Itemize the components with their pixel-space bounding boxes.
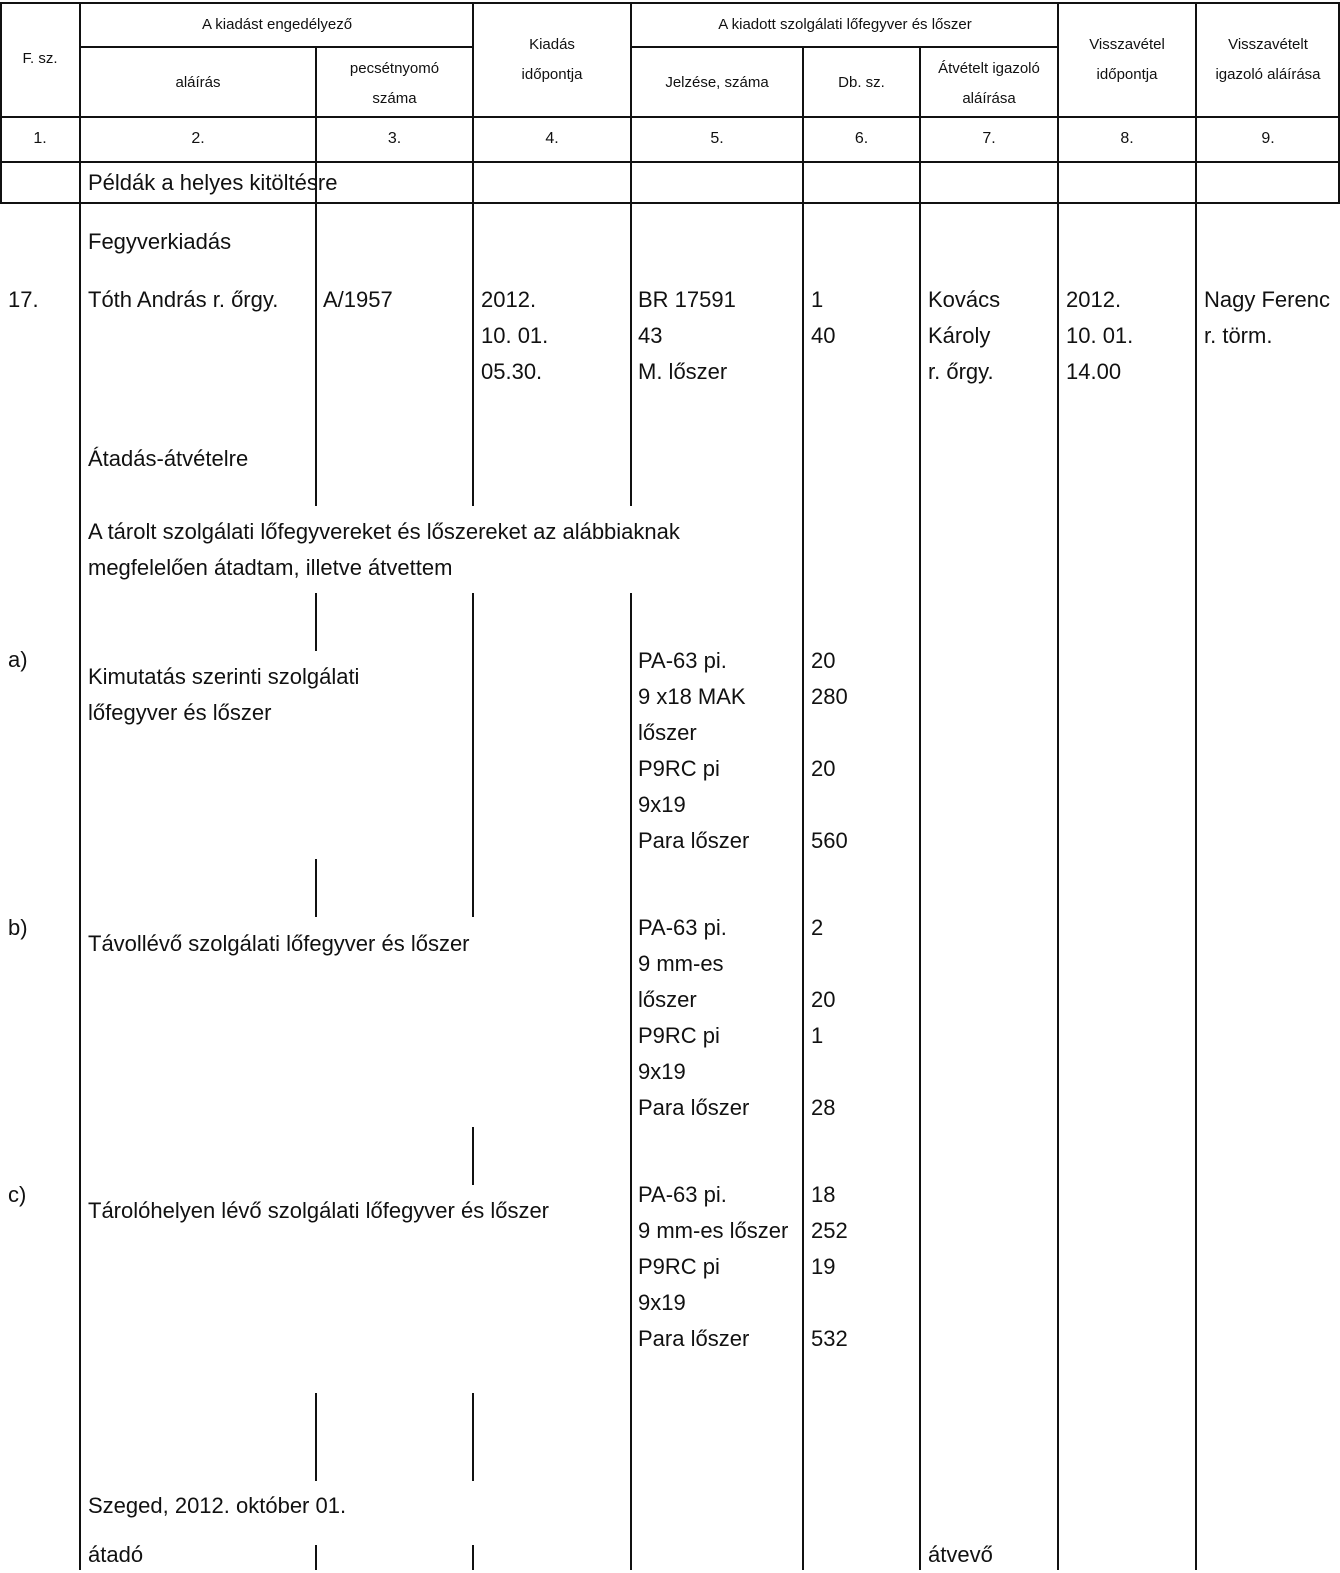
- column-number: 5.: [710, 130, 724, 147]
- row-number: 17.: [8, 287, 39, 312]
- item-count: 1 40: [811, 287, 836, 348]
- place-and-date: Szeged, 2012. október 01.: [88, 1493, 347, 1518]
- col-divider-1: [0, 2, 2, 202]
- example-row-border: [0, 202, 1340, 204]
- handover-statement: A tárolt szolgálati lőfegyvereket és lőszereket az alábbiaknak megfelelően átadtam, illetve átvettem: [88, 519, 680, 580]
- column-number: 6.: [854, 130, 869, 147]
- issue-time: 2012. 10. 01. 05.30.: [481, 287, 549, 384]
- table-top-border: [0, 2, 1340, 4]
- col-divider-2: [79, 2, 81, 1570]
- col-2-header: aláírás: [175, 74, 221, 91]
- section-label: b): [8, 915, 28, 940]
- return-time: 2012. 10. 01. 14.00: [1066, 287, 1134, 384]
- col-divider-7: [919, 46, 921, 1570]
- section-label: a): [8, 647, 28, 672]
- col-divider-3: [315, 202, 317, 506]
- col-4-header: Kiadás időpontja: [521, 36, 583, 83]
- stamp-number: A/1957: [323, 287, 393, 312]
- column-number: 8.: [1120, 130, 1134, 147]
- col-divider-6: [802, 46, 804, 1570]
- col-divider-8: [1057, 2, 1059, 1570]
- weapon-marking: BR 17591 43 M. lőszer: [638, 287, 736, 384]
- section-count: 20 280 20 560: [811, 648, 848, 853]
- col-divider-5: [630, 593, 632, 1570]
- group-header-divider-left: [80, 46, 474, 48]
- section-count: 2 20 1 28: [811, 915, 836, 1120]
- section-title: Távollévő szolgálati lőfegyver és lőszer: [88, 931, 470, 956]
- section-marking: PA-63 pi. 9 mm-es lőszer P9RC pi 9x19 Para lőszer: [638, 915, 750, 1120]
- handing-over-label: átadó: [88, 1542, 144, 1567]
- column-number: 7.: [982, 130, 996, 147]
- col-8-header: Visszavétel időpontja: [1089, 36, 1165, 83]
- col-divider-3: [315, 1545, 317, 1570]
- section-count: 18 252 19 532: [811, 1182, 848, 1351]
- col-divider-4: [472, 1127, 474, 1185]
- col-divider-4: [472, 1393, 474, 1481]
- col-3-header: pecsétnyomó száma: [349, 60, 440, 107]
- column-number: 1.: [33, 130, 47, 147]
- section-title: Tárolóhelyen lévő szolgálati lőfegyver és lőszer: [88, 1198, 550, 1223]
- col-7-header: Átvételt igazoló aláírása: [938, 60, 1040, 107]
- col-divider-4: [472, 593, 474, 917]
- col-divider-3: [315, 593, 317, 651]
- col-divider-3: [315, 1393, 317, 1481]
- col-9-header: Visszavételt igazoló aláírása: [1215, 36, 1321, 83]
- column-number: 2.: [191, 130, 205, 147]
- section-marking: PA-63 pi. 9 mm-es lőszer P9RC pi 9x19 Para lőszer: [638, 1182, 789, 1351]
- issue-heading: Fegyverkiadás: [88, 229, 232, 254]
- handover-heading: Átadás-átvételre: [88, 446, 249, 471]
- group-header-engedelyezo: A kiadást engedélyező: [201, 16, 353, 33]
- header-bottom-border: [0, 116, 1340, 118]
- group-header-fegyver: A kiadott szolgálati lőfegyver és lőszer: [718, 16, 972, 33]
- column-number: 3.: [387, 130, 402, 147]
- section-marking: PA-63 pi. 9 x18 MAK lőszer P9RC pi 9x19 Para lőszer: [638, 648, 750, 853]
- group-header-divider-right: [631, 46, 1059, 48]
- section-label: c): [8, 1182, 27, 1207]
- col-divider-3: [315, 859, 317, 917]
- column-number: 4.: [545, 130, 559, 147]
- column-number: 9.: [1261, 130, 1275, 147]
- receiving-label: átvevő: [928, 1542, 993, 1567]
- return-signature: Nagy Ferenc r. törm.: [1204, 287, 1330, 348]
- example-title: Példák a helyes kitöltésre: [88, 170, 338, 195]
- issuer-signature: Tóth András r. őrgy.: [88, 287, 279, 312]
- column-number-row-border: [0, 161, 1340, 163]
- col-divider-4: [472, 1545, 474, 1570]
- receiver-signature: Kovács Károly r. őrgy.: [928, 287, 1001, 384]
- section-title: Kimutatás szerinti szolgálati lőfegyver és lőszer: [88, 664, 360, 725]
- col-5-header: Jelzése, száma: [665, 74, 769, 91]
- col-divider-9: [1195, 2, 1197, 1570]
- col-1-header: F. sz.: [22, 50, 58, 67]
- col-6-header: Db. sz.: [838, 74, 885, 91]
